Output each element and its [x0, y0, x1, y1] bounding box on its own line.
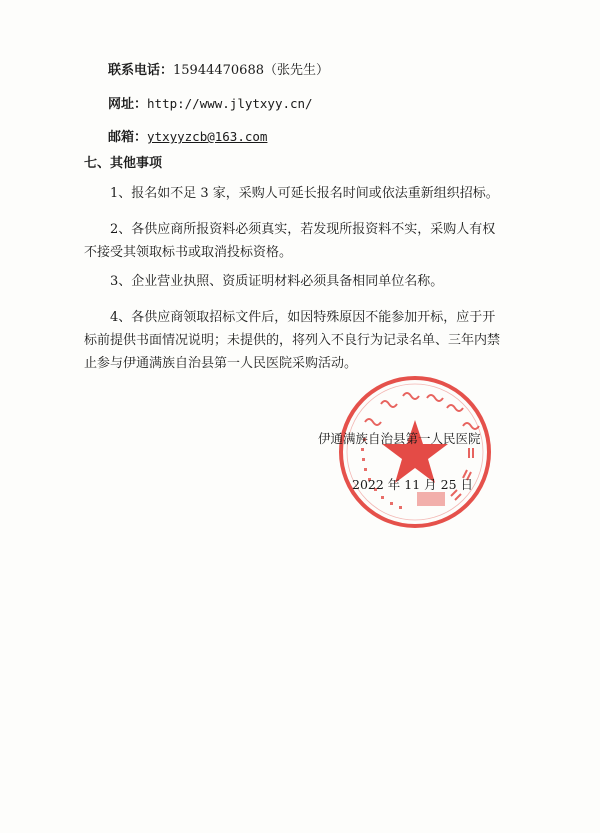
section-heading: 七、其他事项	[84, 156, 163, 171]
official-seal-stamp	[335, 372, 495, 532]
phone-row	[108, 62, 329, 80]
website-link[interactable]: http://www.jlytxyy.cn/	[147, 96, 313, 111]
list-item-3: 3、企业营业执照、资质证明材料必须具备相同单位名称。	[110, 274, 444, 289]
list-item-2: 2、各供应商所报资料必须真实，若发现所报资料不实，采购人有权不接受其领取标书或取消投标资格。	[84, 222, 496, 260]
email-link[interactable]: ytxyyzcb@163.com	[147, 129, 268, 144]
list-item-4: 4、各供应商领取招标文件后，如因特殊原因不能参加开标，应于开标前提供书面情况说明；未提供的，将列入不良行为记录名单、三年内禁止参与伊通满族自治县第一人民医院采购活动。	[84, 310, 501, 371]
website-row	[108, 95, 313, 114]
email-row	[108, 128, 267, 147]
email-label: 邮箱：	[108, 130, 148, 145]
website-label: 网址：	[108, 97, 148, 112]
signature-organization: 伊通满族自治县第一人民医院	[318, 431, 481, 446]
phone-label: 联系电话：	[108, 63, 174, 78]
phone-value: 15944470688（张先生）	[173, 63, 329, 78]
signature-date: 2022 年 11 月 25 日	[352, 477, 473, 492]
list-item-1: 1、报名如不足 3 家，采购人可延长报名时间或依法重新组织招标。	[110, 186, 499, 201]
